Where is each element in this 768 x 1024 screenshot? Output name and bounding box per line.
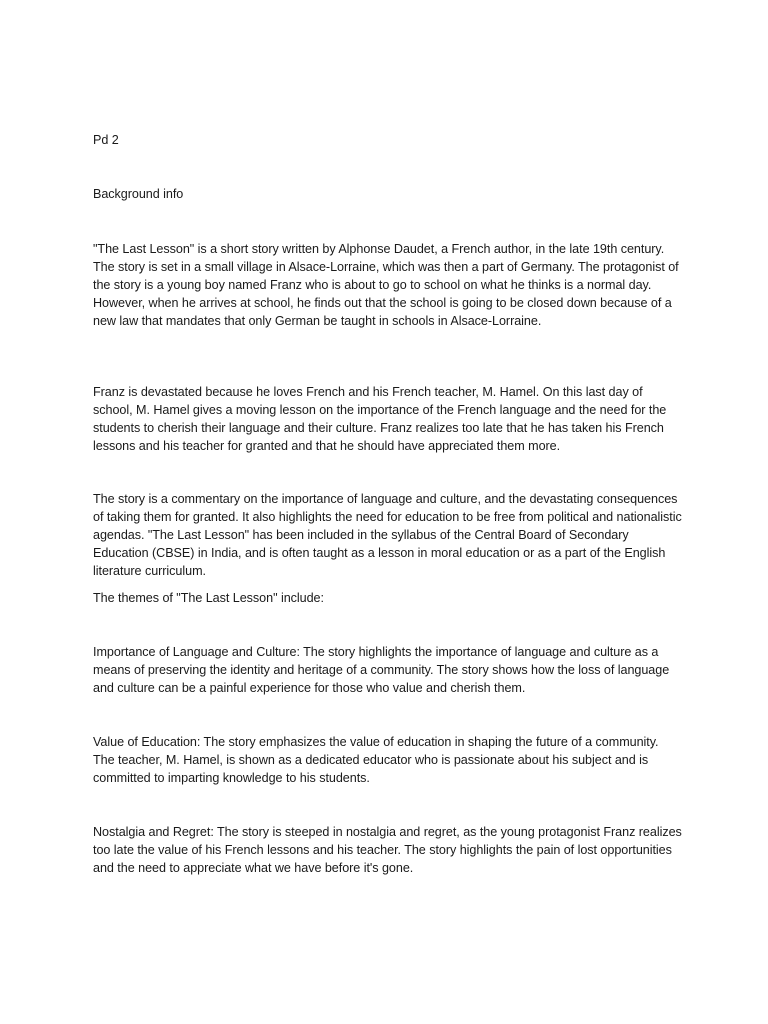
period-label: Pd 2 (93, 133, 119, 147)
section-heading: Background info (93, 187, 184, 201)
theme-language-culture: Importance of Language and Culture: The story highlights the importance of language and culture as a means of preserving the identity and heritage of a community. The story shows how the loss of language and culture can be a painful experience for those who value and cherish them. (93, 645, 670, 695)
themes-intro: The themes of "The Last Lesson" include: (93, 591, 324, 605)
theme-education: Value of Education: The story emphasizes the value of education in shaping the future of a community. The teacher, M. Hamel, is shown as a dedicated educator who is passionate about his subject and is committed to imparting knowledge to his students. (93, 735, 659, 785)
theme-nostalgia-regret: Nostalgia and Regret: The story is steeped in nostalgia and regret, as the young protagonist Franz realizes too late the value of his French lessons and his teacher. The story highlights the pain of lost opportunities and the need to appreciate what we have before it's gone. (93, 825, 682, 875)
paragraph-commentary: The story is a commentary on the importance of language and culture, and the devastating consequences of taking them for granted. It also highlights the need for education to be free from political and nationalistic agendas. "The Last Lesson" has been included in the syllabus of the Central Board of Secondary Education (CBSE) in India, and is often taught as a lesson in moral education or as a part of the English literature curriculum. (93, 492, 682, 578)
paragraph-franz: Franz is devastated because he loves French and his French teacher, M. Hamel. On this last day of school, M. Hamel gives a moving lesson on the importance of the French language and the need for the students to cherish their language and their culture. Franz realizes too late that he has taken his French lessons and his teacher for granted and that he should have appreciated them more. (93, 385, 667, 453)
paragraph-summary: "The Last Lesson" is a short story written by Alphonse Daudet, a French author, in the late 19th century. The story is set in a small village in Alsace-Lorraine, which was then a part of Germany. The protagonist of the story is a young boy named Franz who is about to go to school on what he thinks is a normal day. However, when he arrives at school, he finds out that the school is going to be closed down because of a new law that mandates that only German be taught in schools in Alsace-Lorraine. (93, 242, 679, 328)
